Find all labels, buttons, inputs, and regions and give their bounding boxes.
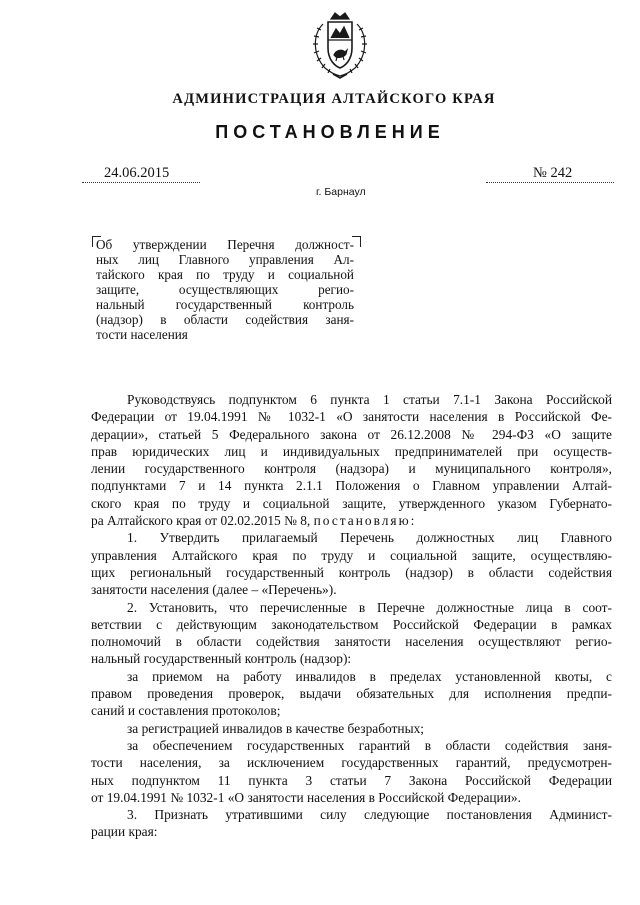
item1-line: щих региональный государственный контроль (надзор) в области содействия [91,564,612,580]
coat-of-arms-icon [309,10,371,80]
decree-word: постановляю: [313,513,417,529]
document-date: 24.06.2015 [104,165,170,181]
preamble-line: лении государственного контроля (надзора) и муниципального контроля», [91,461,612,477]
sub3-line: ных подпунктом 11 пункта 3 статьи 7 Закона Российской Федерации [91,772,612,788]
city-name: г. Барнаул [316,186,366,198]
sub3-line: за обеспечением государственных гарантий в области содействия заня- [127,737,612,753]
preamble-line: подпунктами 7 и 14 пункта 2.1.1 Положения о Главном управлении Алтай- [91,478,612,494]
subject-line: защите, осуществляющих регио- [96,282,354,297]
item1-line: занятости населения (далее – «Перечень»). [91,582,337,598]
sub1-line: саний и составления протоколов; [91,703,281,719]
subject-title [96,237,354,342]
sub1-line: за приемом на работу инвалидов в пределах установленной квоты, с [127,668,612,684]
item2-line: ветствии с действующим законодательством Российской Федерации в рамках [91,616,612,632]
organization-name: АДМИНИСТРАЦИЯ АЛТАЙСКОГО КРАЯ [172,91,496,107]
preamble-line: Руководствуясь подпунктом 6 пункта 1 статьи 7.1-1 Закона Российской [127,392,612,407]
document-type: ПОСТАНОВЛЕНИЕ [215,122,445,142]
subject-line: тайского края по труду и социальной [96,267,354,282]
item3-line: 3. Признать утратившими силу следующие постановления Админист- [127,807,612,823]
preamble-text: ра Алтайского края от 02.02.2015 № 8, [91,513,311,529]
sub2-line: за регистрацией инвалидов в качестве безработных; [127,720,424,736]
item1-line: 1. Утвердить прилагаемый Перечень должностных лиц Главного [127,530,612,546]
sub1-line: правом проведения проверок, выдачи обязательных для исполнения предпи- [91,686,612,702]
item2-line: полномочий в области содействия занятости населения осуществляют регио- [91,634,612,650]
subject-line: ных лиц Главного управления Ал- [96,252,354,267]
item1-line: управления Алтайского края по труду и социальной защите, осуществляю- [91,547,612,563]
date-underline [82,182,200,183]
item3-line: рации края: [91,824,158,840]
preamble-line-last [91,512,612,529]
number-underline [486,182,614,183]
subject-line: нальный государственный контроль [96,297,354,312]
document-number: № 242 [533,165,573,181]
item2-line: 2. Установить, что перечисленные в Перечне должностные лица в соот- [127,599,612,615]
subject-line: (надзор) в области содействия заня- [96,312,354,327]
subject-line: тости населения [96,327,188,342]
preamble-line: дерации», статьей 5 Федерального закона от 26.12.2008 № 294-ФЗ «О защите [91,426,612,442]
sub3-line: от 19.04.1991 № 1032-1 «О занятости населения в Российской Федерации». [91,789,521,805]
sub3-line: тости населения, за исключением государственных гарантий, предусмотрен- [91,755,612,771]
document-body [91,391,612,841]
preamble-line: ского края по труду и социальной защите, утвержденного указом Губернато- [91,495,612,511]
preamble-line: прав юридических лиц и индивидуальных предпринимателей при осуществ- [91,443,612,459]
subject-line: Об утверждении Перечня должност- [96,237,354,252]
item2-line: нальный государственный контроль (надзор): [91,651,352,667]
preamble-line: Федерации от 19.04.1991 № 1032-1 «О занятости населения в Российской Фе- [91,409,612,425]
